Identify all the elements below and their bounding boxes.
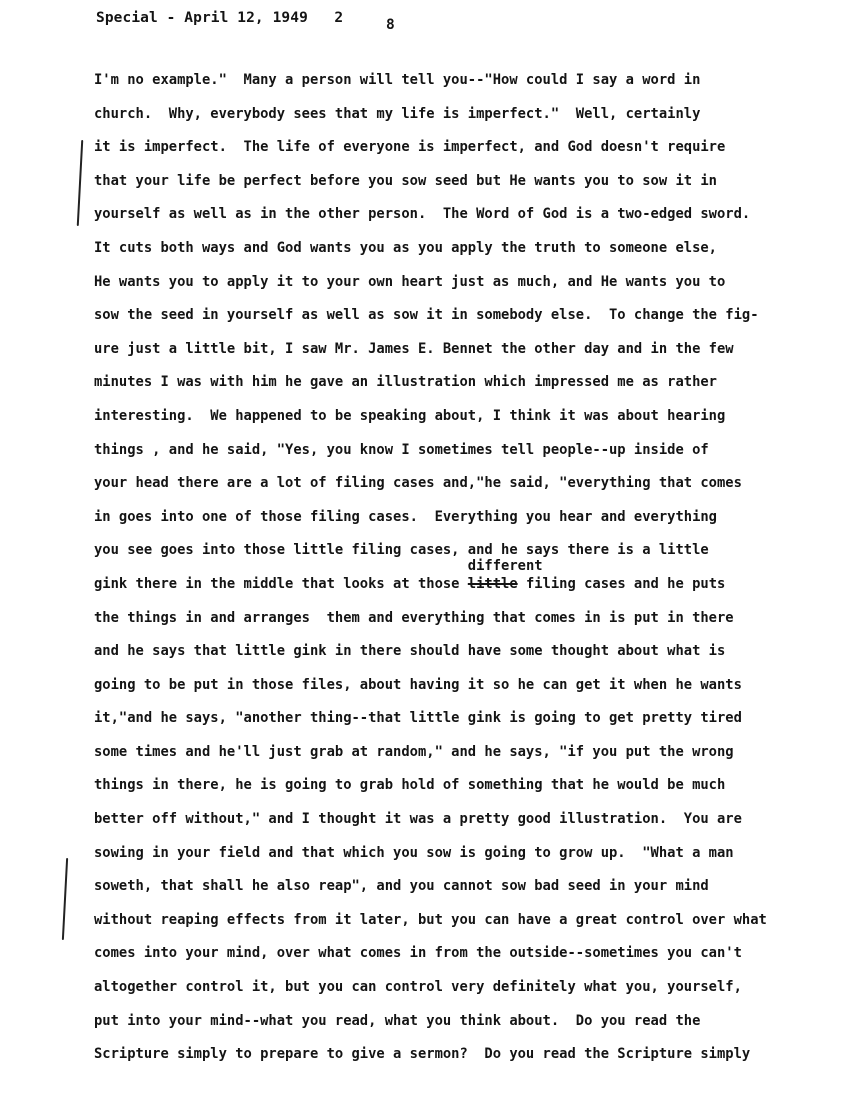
text-line: and he says that little gink in there should have some thought about what is [94, 643, 726, 660]
text-line: sowing in your field and that which you sow is going to grow up. "What a man [94, 844, 734, 861]
edited-text-line [94, 557, 794, 608]
text-line: your head there are a lot of filing cases and,"he said, "everything that comes [94, 475, 742, 492]
inserted-word: different [467, 557, 543, 574]
text-line: better off without," and I thought it was a pretty good illustration. You are [94, 811, 742, 828]
text-line: ure just a little bit, I saw Mr. James E. Bennet the other day and in the few [94, 340, 734, 357]
text-line: some times and he'll just grab at random," and he says, "if you put the wrong [94, 743, 734, 760]
edited-line-after: filing cases and he puts [517, 575, 726, 592]
text-line: soweth, that shall he also reap", and you cannot sow bad seed in your mind [94, 878, 709, 895]
margin-mark-bottom [62, 858, 68, 940]
text-line: It cuts both ways and God wants you as you apply the truth to someone else, [94, 239, 717, 256]
text-line: going to be put in those files, about having it so he can get it when he wants [94, 676, 742, 693]
text-line: that your life be perfect before you sow seed but He wants you to sow it in [94, 172, 717, 189]
text-line: church. Why, everybody sees that my life is imperfect." Well, certainly [94, 105, 701, 122]
text-line: altogether control it, but you can control very definitely what you, yourself, [94, 979, 742, 996]
text-line: minutes I was with him he gave an illustration which impressed me as rather [94, 374, 717, 391]
correction [467, 557, 543, 594]
text-line: put into your mind--what you read, what you think about. Do you read the [94, 1012, 701, 1029]
header-title: Special - April 12, 1949 2 [96, 10, 344, 26]
text-line: without reaping effects from it later, but you can have a great control over what [94, 911, 767, 928]
text-line: the things in and arranges them and everything that comes in is put in there [94, 609, 734, 626]
text-line: yourself as well as in the other person. The Word of God is a two-edged sword. [94, 206, 751, 223]
text-line: He wants you to apply it to your own heart just as much, and He wants you to [94, 273, 726, 290]
text-line: in goes into one of those filing cases. Everything you hear and everything [94, 508, 717, 525]
margin-mark-top [77, 140, 83, 226]
body-text [94, 70, 794, 1078]
text-line: it is imperfect. The life of everyone is imperfect, and God doesn't require [94, 139, 726, 156]
text-line: things in there, he is going to grab hold of something that he would be much [94, 777, 726, 794]
edited-line-before: gink there in the middle that looks at those [94, 575, 468, 592]
text-line: I'm no example." Many a person will tell you--"How could I say a word in [94, 72, 701, 88]
text-line: comes into your mind, over what comes in from the outside--sometimes you can't [94, 945, 742, 962]
text-line: sow the seed in yourself as well as sow it in somebody else. To change the fig- [94, 307, 759, 324]
struck-word: little [467, 575, 518, 592]
page-number: 8 [386, 17, 395, 33]
text-line: you see goes into those little filing cases, and he says there is a little [94, 542, 709, 559]
text-line: Scripture simply to prepare to give a sermon? Do you read the Scripture simply [94, 1046, 751, 1063]
text-line: interesting. We happened to be speaking about, I think it was about hearing [94, 407, 726, 424]
text-line: it,"and he says, "another thing--that little gink is going to get pretty tired [94, 710, 742, 727]
text-line: things , and he said, "Yes, you know I sometimes tell people--up inside of [94, 441, 709, 458]
